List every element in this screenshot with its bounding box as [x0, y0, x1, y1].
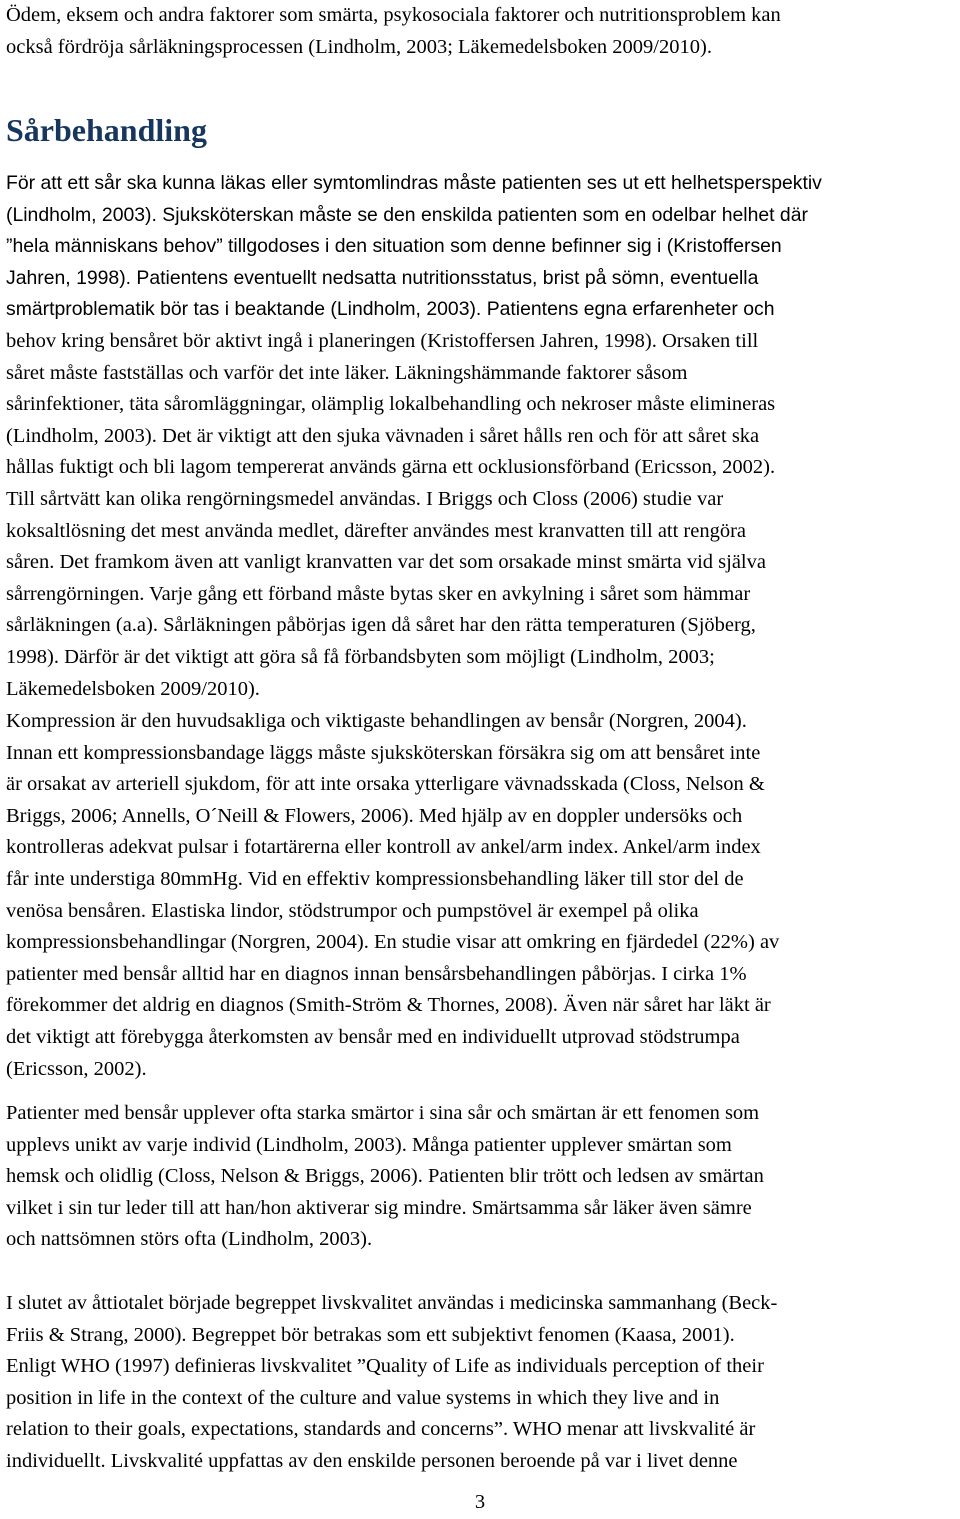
pain-paragraph — [6, 1098, 956, 1256]
text-line: Jahren, 1998). Patientens eventuellt nedsatta nutritionsstatus, brist på sömn, eventuella — [6, 266, 759, 289]
text-line: relation to their goals, expectations, standards and concerns”. WHO menar att livskvalité är — [6, 1418, 756, 1441]
text-line: såret måste fastställas och varför det inte läker. Läkningshämmande faktorer såsom — [6, 361, 688, 384]
text-line: hållas fuktigt och bli lagom tempererat används gärna ett ocklusionsförband (Ericsson, 2002). — [6, 456, 776, 479]
text-line: koksaltlösning det mest använda medlet, därefter användes mest kranvatten till att rengöra — [6, 519, 747, 542]
text-line: kompressionsbehandlingar (Norgren, 2004). En studie visar att omkring en fjärdedel (22%) av — [6, 931, 780, 954]
section-heading: Sårbehandling — [6, 112, 207, 148]
text-line: venösa bensåren. Elastiska lindor, stödstrumpor och pumpstövel är exempel på olika — [6, 899, 699, 922]
text-line: får inte understiga 80mmHg. Vid en effektiv kompressionsbehandling läker till stor del de — [6, 867, 744, 890]
text-line: Ödem, eksem och andra faktorer som smärta, psykosociala faktorer och nutritionsproblem kan — [6, 4, 781, 26]
wound-treatment-paragraph — [6, 168, 956, 705]
text-line: smärtproblematik bör tas i beaktande (Lindholm, 2003). Patientens egna erfarenheter och — [6, 298, 775, 321]
page-number: 3 — [474, 1491, 486, 1513]
text-line: kontrolleras adekvat pulsar i fotartärerna eller kontroll av ankel/arm index. Ankel/arm index — [6, 836, 761, 859]
text-line: individuellt. Livskvalité uppfattas av den enskilde personen beroende på var i livet denne — [6, 1449, 738, 1472]
text-line: ”hela människans behov” tillgodoses i den situation som denne befinner sig i (Kristoffersen — [6, 235, 782, 258]
text-line: Läkemedelsboken 2009/2010). — [6, 677, 260, 700]
text-line: (Lindholm, 2003). Det är viktigt att den sjuka vävnaden i såret hålls ren och för att såret ska — [6, 424, 760, 447]
text-line: sårläkningen (a.a). Sårläkningen påbörjas igen då såret har den rätta temperaturen (Sjöberg, — [6, 614, 756, 637]
text-line: Patienter med bensår upplever ofta starka smärtor i sina sår och smärtan är ett fenomen som — [6, 1102, 760, 1124]
text-line: (Ericsson, 2002). — [6, 1057, 147, 1080]
text-line: också fördröja sårläkningsprocessen (Lindholm, 2003; Läkemedelsboken 2009/2010). — [6, 35, 712, 58]
text-line: Briggs, 2006; Annells, O´Neill & Flowers, 2006). Med hjälp av en doppler undersöks och — [6, 804, 743, 827]
text-line: och nattsömnen störs ofta (Lindholm, 2003). — [6, 1228, 373, 1251]
text-line: sårinfektioner, täta såromläggningar, olämplig lokalbehandling och nekroser måste elimineras — [6, 393, 776, 416]
text-line: vilket i sin tur leder till att han/hon aktiverar sig mindre. Smärtsamma sår läker även sämre — [6, 1196, 752, 1219]
text-line: hemsk och olidlig (Closs, Nelson & Briggs, 2006). Patienten blir trött och ledsen av smärtan — [6, 1165, 764, 1188]
text-line: sårrengörningen. Varje gång ett förband måste bytas sker en avkylning i såret som hämmar — [6, 582, 751, 605]
text-line: det viktigt att förebygga återkomsten av bensår med en individuellt utprovad stödstrumpa — [6, 1025, 740, 1048]
text-line: såren. Det framkom även att vanligt kranvatten var det som orsakade minst smärta vid själva — [6, 551, 766, 574]
text-line: Enligt WHO (1997) definieras livskvalitet ”Quality of Life as individuals perception of their — [6, 1355, 764, 1378]
text-line: Kompression är den huvudsakliga och viktigaste behandlingen av bensår (Norgren, 2004). — [6, 710, 747, 732]
text-line: 1998). Därför är det viktigt att göra så få förbandsbyten som möjligt (Lindholm, 2003; — [6, 645, 715, 668]
text-line: förekommer det aldrig en diagnos (Smith-Ström & Thornes, 2008). Även när såret har läkt är — [6, 994, 771, 1017]
text-line: är orsakat av arteriell sjukdom, för att inte orsaka ytterligare vävnadsskada (Closs, Nelson & — [6, 773, 765, 796]
text-line: upplevs unikt av varje individ (Lindholm, 2003). Många patienter upplever smärtan som — [6, 1133, 732, 1156]
text-line: Till sårtvätt kan olika rengörningsmedel användas. I Briggs och Closs (2006) studie var — [6, 487, 724, 510]
text-line: (Lindholm, 2003). Sjuksköterskan måste se den enskilda patienten som en odelbar helhet där — [6, 203, 808, 226]
text-line: behov kring bensåret bör aktivt ingå i planeringen (Kristoffersen Jahren, 1998). Orsaken till — [6, 329, 759, 352]
intro-paragraph — [6, 0, 956, 63]
text-line: För att ett sår ska kunna läkas eller symtomlindras måste patienten ses ut ett helhetsperspektiv — [6, 172, 822, 194]
text-line: Friis & Strang, 2000). Begreppet bör betrakas som ett subjektivt fenomen (Kaasa, 2001). — [6, 1323, 735, 1346]
text-line: position in life in the context of the culture and value systems in which they live and in — [6, 1386, 720, 1409]
text-line: Innan ett kompressionsbandage läggs måste sjuksköterskan försäkra sig om att bensåret inte — [6, 741, 761, 764]
text-line: patienter med bensår alltid har en diagnos innan bensårsbehandlingen påbörjas. I cirka 1% — [6, 962, 747, 985]
text-line: I slutet av åttiotalet började begreppet livskvalitet användas i medicinska sammanhang (Beck- — [6, 1292, 778, 1314]
compression-paragraph — [6, 706, 956, 1085]
quality-of-life-paragraph — [6, 1288, 956, 1478]
